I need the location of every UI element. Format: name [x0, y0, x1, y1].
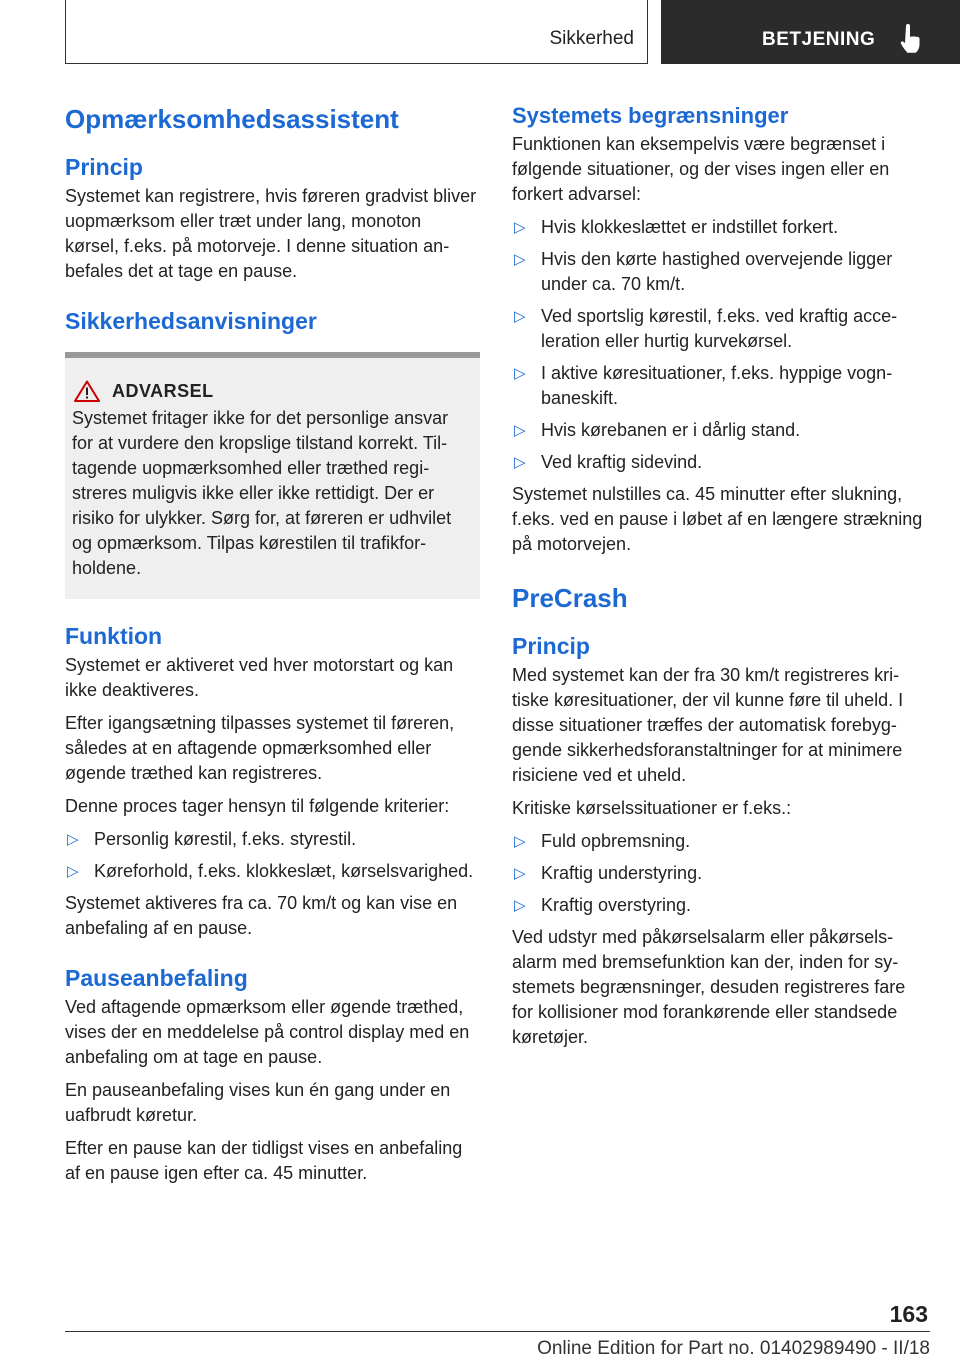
chapter-tab-label: BETJENING — [762, 29, 876, 50]
critical-list — [512, 829, 930, 918]
list-item: ▷ Hvis den kørte hastighed overvejende ligger under ca. 70 km/t. — [514, 249, 893, 294]
triangle-bullet-icon: ▷ — [514, 308, 526, 325]
warning-text: Systemet fritager ikke for det personlige ansvar for at vurdere den kropslige tilstand korrekt. Tiltagende uopmærksomhed eller træthed registreres muligvis ikke eller ikke rettidigt. Der er risiko for ulykker. Sørg for, at føreren er udhvilet og opmærksom. Tilpas kørestilen til trafikforholdene. — [72, 408, 452, 578]
warning-title: ADVARSEL — [112, 380, 214, 401]
list-item: ▷ Kraftig understyring. — [512, 861, 930, 886]
limits-outro: Systemet nulstilles ca. 45 minutter efter slukning, f.eks. ved en pause i løbet af en længere strækning på motorvejen. — [512, 484, 923, 554]
list-item: ▷ Ved sportslig kørestil, f.eks. ved kraftig acceleration eller hurtig kurvekørsel. — [514, 306, 898, 351]
heading-limits: Systemets begrænsninger — [512, 103, 789, 128]
triangle-bullet-icon: ▷ — [514, 833, 526, 850]
limits-intro: Funktionen kan eksempelvis være begrænset i følgende situationer, og der vises ingen eller en forkert advarsel: — [512, 134, 890, 204]
precrash-title: PreCrash — [512, 583, 628, 613]
page-title: Opmærksomhedsassistent — [65, 104, 399, 134]
triangle-bullet-icon: ▷ — [514, 251, 526, 268]
page-number: 163 — [889, 1301, 928, 1327]
hand-pointer-icon — [899, 24, 921, 54]
list-item: ▷ I aktive køresituationer, f.eks. hyppige vognbaneskift. — [514, 363, 893, 408]
triangle-bullet-icon: ▷ — [514, 219, 526, 236]
left-column — [65, 100, 480, 1194]
triangle-bullet-icon: ▷ — [67, 831, 79, 848]
funktion-p4: Systemet aktiveres fra ca. 70 km/t og kan vise en anbefaling af en pause. — [65, 893, 458, 938]
triangle-bullet-icon: ▷ — [514, 422, 526, 439]
chapter-tab[interactable] — [661, 0, 960, 64]
warning-header — [74, 380, 472, 402]
equipment-text: Ved udstyr med påkørselsalarm eller påkørselsalarm med bremsefunktion kan der, inden for systemets begrænsninger, desuden registreres fare for kollisioner mod forankørende eller standsede køretøjer. — [512, 927, 906, 1047]
pause-p3: Efter en pause kan der tidligst vises en anbefaling af en pause igen efter ca. 45 minutter. — [65, 1138, 463, 1183]
heading-precrash-princip: Princip — [512, 633, 590, 659]
list-item: ▷ Hvis klokkeslættet er indstillet forkert. — [512, 215, 930, 240]
pause-p2: En pauseanbefaling vises kun én gang under en uafbrudt køretur. — [65, 1080, 451, 1125]
funktion-p3: Denne proces tager hensyn til følgende kriterier: — [65, 796, 450, 816]
triangle-bullet-icon: ▷ — [514, 897, 526, 914]
list-item: ▷ Personlig kørestil, f.eks. styrestil. — [65, 827, 480, 852]
funktion-p2: Efter igangsætning tilpasses systemet til føreren, således at en aftagende opmærksomhed eller øgende træthed kan registreres. — [65, 713, 455, 783]
list-item: ▷ Fuld opbremsning. — [512, 829, 930, 854]
heading-safety: Sikkerhedsanvisninger — [65, 308, 317, 334]
heading-princip: Princip — [65, 154, 143, 180]
right-column — [512, 100, 930, 1058]
criteria-list — [65, 827, 480, 884]
triangle-bullet-icon: ▷ — [514, 365, 526, 382]
list-item: ▷ Ved kraftig sidevind. — [512, 450, 930, 475]
list-item: ▷ Køreforhold, f.eks. klokkeslæt, kørselsvarighed. — [65, 859, 480, 884]
list-item: ▷ Hvis kørebanen er i dårlig stand. — [512, 418, 930, 443]
heading-funktion: Funktion — [65, 623, 163, 649]
critical-intro: Kritiske kørselssituationer er f.eks.: — [512, 798, 792, 818]
pause-p1: Ved aftagende opmærksom eller øgende træthed, vises der en meddelelse på control display med en anbefaling om at tage en pause. — [65, 997, 470, 1067]
heading-pause: Pauseanbefaling — [65, 965, 248, 991]
list-item: ▷ Kraftig overstyring. — [512, 893, 930, 918]
warning-box — [65, 352, 480, 599]
footer-divider — [65, 1331, 930, 1332]
precrash-princip-text: Med systemet kan der fra 30 km/t registreres kritiske køresituationer, der vil kunne føre til uheld. I disse situationer træffes der automatisk forebyggende sikkerhedsforanstaltninger for at minimere risiciene ved et uheld. — [512, 665, 904, 785]
footer-edition: Online Edition for Part no. 01402989490 - II/18 — [537, 1338, 930, 1359]
triangle-bullet-icon: ▷ — [67, 863, 79, 880]
princip-text: Systemet kan registrere, hvis føreren gradvist bliver uopmærksom eller træt under lang, monoton kørsel, f.eks. på motorveje. I denne situation anbefales det at tage en pause. — [65, 186, 477, 281]
section-title: Sikkerhed — [549, 28, 634, 49]
funktion-p1: Systemet er aktiveret ved hver motorstart og kan ikke deaktiveres. — [65, 655, 454, 700]
triangle-bullet-icon: ▷ — [514, 865, 526, 882]
triangle-bullet-icon: ▷ — [514, 454, 526, 471]
warning-triangle-icon — [74, 380, 100, 402]
limits-list — [512, 215, 930, 475]
